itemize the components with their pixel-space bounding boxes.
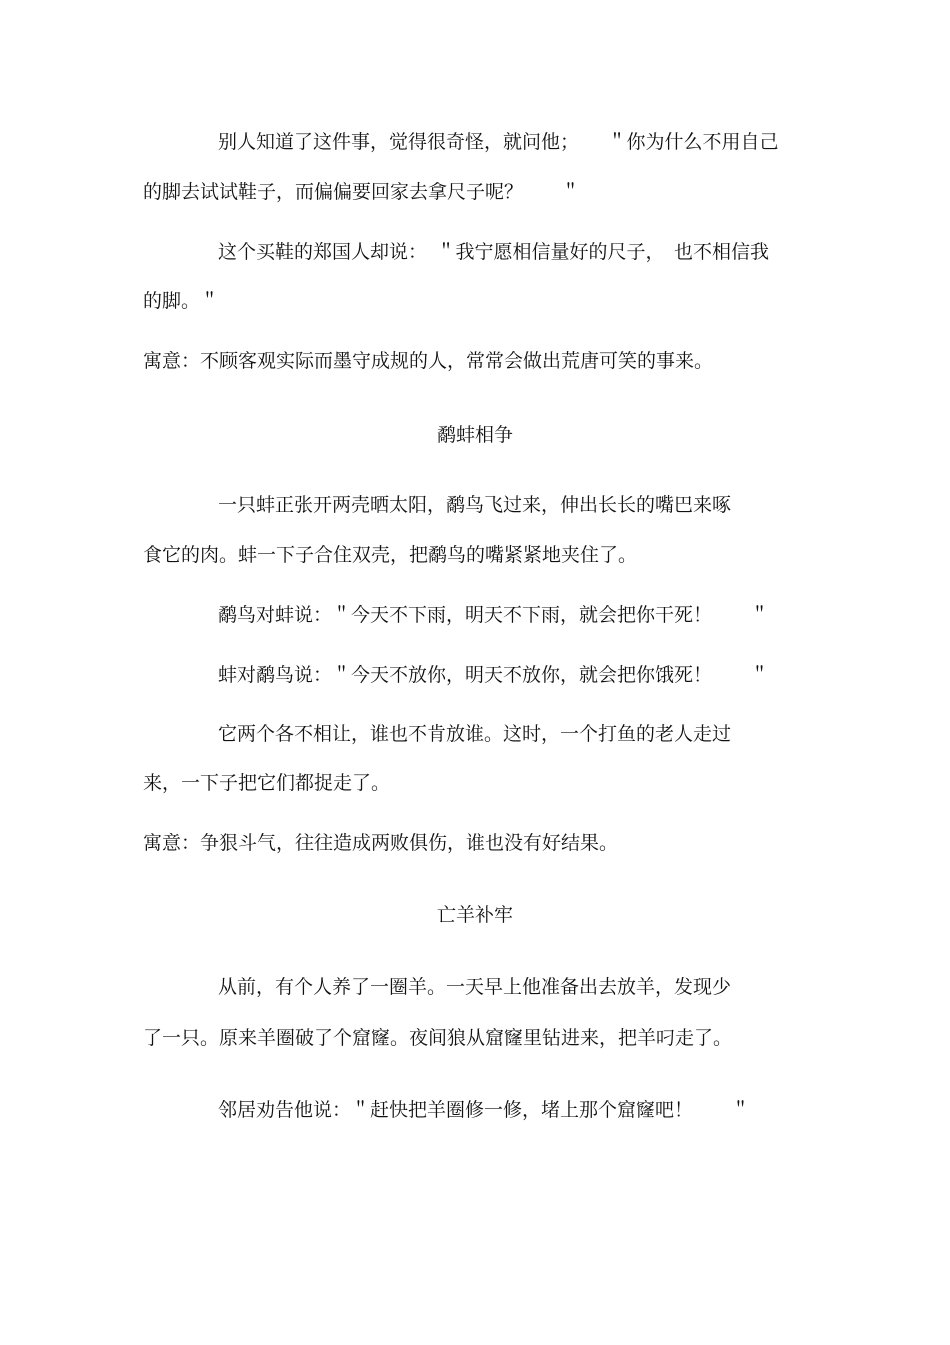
story2-para3: 蚌对鹬鸟说：＂今天不放你，明天不放你，就会把你饿死！ ＂	[218, 664, 770, 686]
story1-para1-line2: 的脚去试试鞋子，而偏偏要回家去拿尺子呢？ ＂	[143, 181, 581, 203]
story2-title: 鹬蚌相争	[436, 424, 513, 446]
story1-para1-line1: 别人知道了这件事，觉得很奇怪，就问他； ＂你为什么不用自己	[218, 131, 779, 153]
story2-moral: 寓意：争狠斗气，往往造成两败俱伤，谁也没有好结果。	[143, 832, 619, 854]
story2-para1-line2: 食它的肉。蚌一下子合住双壳，把鹬鸟的嘴紧紧地夹住了。	[143, 544, 638, 566]
story3-title: 亡羊补牢	[436, 904, 513, 926]
story2-para4-line2: 来，一下子把它们都捉走了。	[143, 772, 391, 794]
story1-para2-line2: 的脚。＂	[143, 290, 220, 312]
story3-para2: 邻居劝告他说：＂赶快把羊圈修一修，堵上那个窟窿吧！ ＂	[218, 1099, 751, 1121]
story1-moral: 寓意：不顾客观实际而墨守成规的人，常常会做出荒唐可笑的事来。	[143, 350, 714, 372]
story3-para1-line1: 从前，有个人养了一圈羊。一天早上他准备出去放羊，发现少	[218, 976, 732, 998]
story1-para2-line1: 这个买鞋的郑国人却说： ＂我宁愿相信量好的尺子， 也不相信我	[218, 241, 770, 263]
story2-para4-line1: 它两个各不相让，谁也不肯放谁。这时，一个打鱼的老人走过	[218, 723, 732, 745]
story3-para1-line2: 了一只。原来羊圈破了个窟窿。夜间狼从窟窿里钻进来，把羊叼走了。	[143, 1027, 733, 1049]
story2-para1-line1: 一只蚌正张开两壳晒太阳，鹬鸟飞过来，伸出长长的嘴巴来啄	[218, 494, 732, 516]
story2-para2: 鹬鸟对蚌说：＂今天不下雨，明天不下雨，就会把你干死！ ＂	[218, 604, 770, 626]
